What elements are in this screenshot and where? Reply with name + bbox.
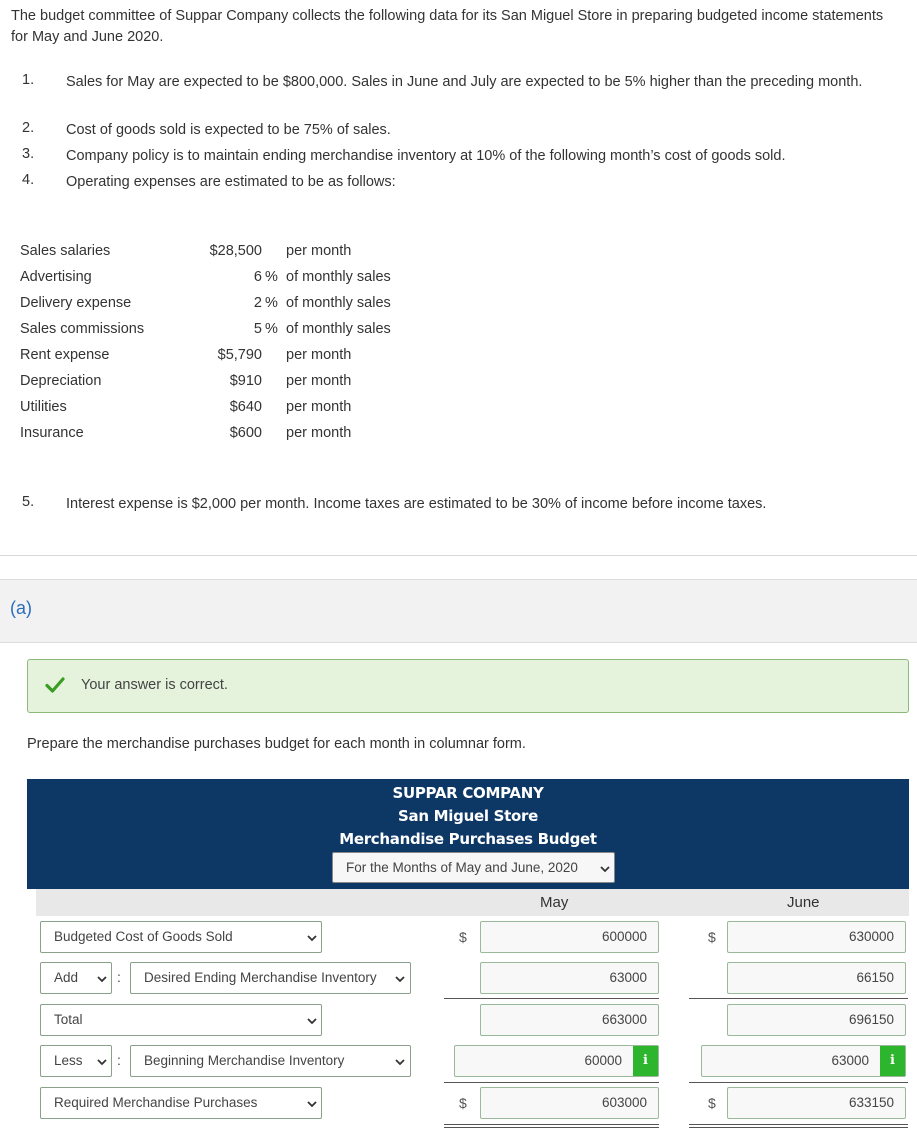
june-ending-inventory-input[interactable] (727, 962, 906, 994)
part-band (0, 579, 917, 643)
expense-unit: per month (286, 347, 352, 363)
colon-separator: : (117, 969, 121, 985)
subtotal-rule (689, 998, 908, 999)
row-label-select[interactable] (130, 962, 411, 994)
currency-symbol: $ (459, 1095, 467, 1111)
expense-unit: of monthly sales (286, 295, 391, 311)
chevron-down-icon (599, 863, 611, 875)
expense-amount: 6 (253, 269, 262, 285)
expense-label: Delivery expense (20, 295, 132, 311)
cell-value: 63000 (831, 1053, 869, 1068)
column-header-may: May (540, 894, 569, 911)
may-total-input[interactable] (480, 1004, 659, 1036)
may-required-purchases-input[interactable] (480, 1087, 659, 1119)
expense-row (20, 269, 440, 291)
colon-separator: : (117, 1052, 121, 1068)
total-double-rule (689, 1127, 908, 1128)
chevron-down-icon (306, 1015, 318, 1027)
subtotal-rule (444, 1082, 659, 1083)
total-double-rule (689, 1124, 908, 1125)
item-number: 4. (22, 172, 35, 188)
expense-unit: per month (286, 243, 352, 259)
expense-unit: per month (286, 373, 352, 389)
column-header-row (36, 889, 909, 916)
item-number: 2. (22, 120, 35, 136)
currency-symbol: $ (459, 929, 467, 945)
cell-value: 600000 (601, 929, 647, 944)
currency-symbol: $ (708, 929, 716, 945)
info-icon[interactable]: i (880, 1046, 905, 1076)
item-number: 3. (22, 146, 35, 162)
expense-row (20, 321, 440, 343)
expense-unit: per month (286, 425, 352, 441)
row-label-select-value: Desired Ending Merchandise Inventory (144, 970, 377, 985)
feedback-text: Your answer is correct. (81, 677, 228, 693)
expense-row (20, 373, 440, 395)
expense-unit: of monthly sales (286, 321, 391, 337)
expense-amount: $600 (229, 425, 262, 441)
may-cogs-input[interactable] (480, 921, 659, 953)
item-text: Sales for May are expected to be $800,000. Sales in June and July are expected to be 5% higher than the preceding month. (66, 74, 863, 90)
operator-select-less[interactable] (40, 1045, 112, 1077)
info-icon[interactable]: i (633, 1046, 658, 1076)
expense-label: Sales commissions (20, 321, 145, 337)
item-number: 1. (22, 72, 35, 88)
cell-value: 696150 (848, 1012, 894, 1027)
cell-value: 633150 (848, 1095, 894, 1110)
item-text: Company policy is to maintain ending merchandise inventory at 10% of the following month’s cost of goods sold. (66, 148, 786, 164)
checkmark-icon (44, 674, 66, 696)
expense-amount: $28,500 (209, 243, 262, 259)
item-text: Interest expense is $2,000 per month. Income taxes are estimated to be 30% of income before income taxes. (66, 496, 767, 512)
expense-row (20, 295, 440, 317)
cell-value: 63000 (609, 970, 647, 985)
chevron-down-icon (306, 932, 318, 944)
subtotal-rule (444, 998, 659, 999)
operator-select-value: Add (54, 970, 79, 985)
store-name: San Miguel Store (398, 807, 538, 825)
subtotal-rule (689, 1082, 908, 1083)
expense-label: Depreciation (20, 373, 102, 389)
expense-row (20, 399, 440, 421)
june-beginning-inventory-input[interactable] (701, 1045, 906, 1077)
expense-label: Sales salaries (20, 243, 111, 259)
row-label-select-value: Total (54, 1012, 83, 1027)
expense-row (20, 425, 440, 447)
operator-select-value: Less (54, 1053, 83, 1068)
row-label-select[interactable] (130, 1045, 411, 1077)
june-required-purchases-input[interactable] (727, 1087, 906, 1119)
part-label: (a) (10, 598, 32, 618)
june-total-input[interactable] (727, 1004, 906, 1036)
expense-label: Advertising (20, 269, 92, 285)
expense-percent: % (265, 321, 278, 337)
cell-value: 603000 (601, 1095, 647, 1110)
item-number: 5. (22, 494, 35, 510)
row-label-select-value: Required Merchandise Purchases (54, 1095, 258, 1110)
row-label-select[interactable] (40, 921, 322, 953)
expense-unit: per month (286, 399, 352, 415)
item-text: Operating expenses are estimated to be as follows: (66, 174, 396, 190)
total-double-rule (444, 1127, 659, 1128)
cell-value: 630000 (848, 929, 894, 944)
company-name: SUPPAR COMPANY (392, 784, 544, 802)
may-beginning-inventory-input[interactable] (454, 1045, 659, 1077)
period-select[interactable] (332, 852, 615, 883)
row-label-select[interactable] (40, 1004, 322, 1036)
expense-unit: of monthly sales (286, 269, 391, 285)
intro-text: The budget committee of Suppar Company collects the following data for its San Miguel Store in preparing budgeted income statements for May and June 2020. (11, 8, 884, 45)
cell-value: 66150 (856, 970, 894, 985)
chevron-down-icon (96, 1056, 108, 1068)
currency-symbol: $ (708, 1095, 716, 1111)
expense-percent: % (265, 269, 278, 285)
budget-header (27, 779, 909, 889)
chevron-down-icon (394, 973, 406, 985)
chevron-down-icon (96, 973, 108, 985)
item-text: Cost of goods sold is expected to be 75% of sales. (66, 122, 391, 138)
chevron-down-icon (306, 1098, 318, 1110)
operator-select-add[interactable] (40, 962, 112, 994)
row-label-select-value: Beginning Merchandise Inventory (144, 1053, 345, 1068)
expense-amount: $910 (229, 373, 262, 389)
column-header-june: June (787, 894, 820, 911)
expense-amount: $640 (229, 399, 262, 415)
expense-percent: % (265, 295, 278, 311)
expense-label: Rent expense (20, 347, 110, 363)
june-cogs-input[interactable] (727, 921, 906, 953)
row-label-select[interactable] (40, 1087, 322, 1119)
expense-label: Insurance (20, 425, 84, 441)
cell-value: 663000 (601, 1012, 647, 1027)
expense-amount: 2 (253, 295, 262, 311)
expense-amount: 5 (253, 321, 262, 337)
question-prompt: Prepare the merchandise purchases budget for each month in columnar form. (27, 736, 526, 752)
expense-label: Utilities (20, 399, 67, 415)
divider (0, 555, 917, 556)
expense-amount: $5,790 (217, 347, 262, 363)
may-ending-inventory-input[interactable] (480, 962, 659, 994)
expense-row (20, 243, 440, 265)
period-select-value: For the Months of May and June, 2020 (346, 860, 578, 875)
expense-row (20, 347, 440, 369)
total-double-rule (444, 1124, 659, 1125)
chevron-down-icon (394, 1056, 406, 1068)
row-label-select-value: Budgeted Cost of Goods Sold (54, 929, 233, 944)
budget-title: Merchandise Purchases Budget (339, 830, 597, 848)
feedback-box (27, 659, 909, 713)
cell-value: 60000 (584, 1053, 622, 1068)
